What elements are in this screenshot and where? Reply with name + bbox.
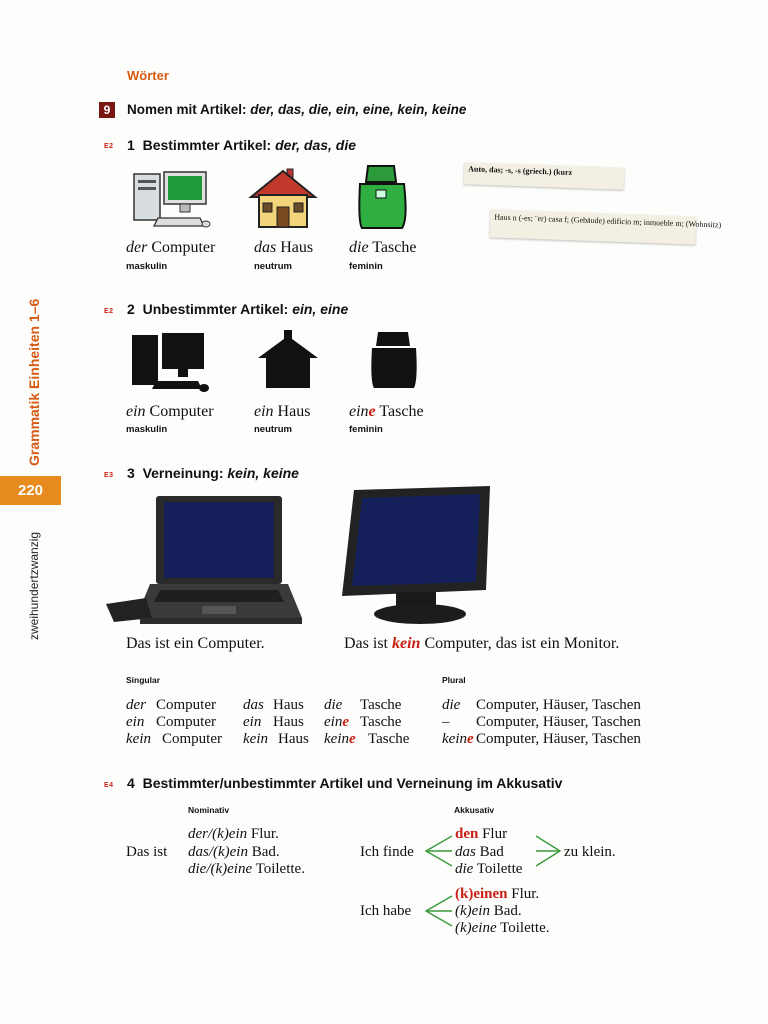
section-3-title-articles: kein, keine bbox=[227, 465, 299, 481]
section-4-ref: E4 bbox=[104, 782, 114, 789]
indefinite-gender-haus: neutrum bbox=[254, 424, 292, 435]
section-label: Wörter bbox=[127, 68, 169, 83]
habe-line-2: (k)ein Bad. bbox=[455, 903, 522, 919]
negation-caption-monitor: Das ist kein Computer, das ist ein Monitor. bbox=[344, 635, 620, 652]
page-number-tab: 220 bbox=[0, 476, 61, 505]
section-3-heading bbox=[127, 465, 299, 481]
definite-gender-tasche: feminin bbox=[349, 261, 383, 272]
section-2-number: 2 bbox=[127, 301, 135, 317]
habe-line-1: (k)einen Flur. bbox=[455, 886, 540, 902]
laptop-photo bbox=[106, 494, 306, 628]
branch-lines-finde-left bbox=[424, 832, 454, 870]
singular-label: Singular bbox=[126, 675, 161, 685]
page-number-word: zweihundertzwanzig bbox=[27, 531, 41, 640]
zu-klein-label: zu klein. bbox=[564, 844, 616, 860]
dictionary-snippet-auto bbox=[464, 162, 625, 190]
section-2-title-articles: ein, eine bbox=[292, 301, 349, 317]
habe-line-3: (k)eine Toilette. bbox=[455, 920, 550, 936]
negation-caption-computer: Das ist ein Computer. bbox=[126, 635, 265, 652]
section-3-ref: E3 bbox=[104, 472, 114, 479]
main-heading-articles: der, das, die, ein, eine, kein, keine bbox=[250, 102, 467, 117]
section-4-heading bbox=[127, 775, 562, 791]
section-1-ref: E2 bbox=[104, 143, 114, 150]
dictionary-auto-text: Auto, das; -s, -s (griech.) (kurz bbox=[468, 164, 573, 177]
das-ist-label: Das ist bbox=[126, 844, 168, 860]
indefinite-gender-tasche: feminin bbox=[349, 424, 383, 435]
indefinite-caption-haus: ein Haus bbox=[254, 403, 311, 420]
ich-habe-label: Ich habe bbox=[360, 903, 412, 919]
definite-caption-computer: der Computer bbox=[126, 239, 216, 256]
indefinite-gender-computer: maskulin bbox=[126, 424, 168, 435]
computer-color-icon bbox=[128, 168, 212, 234]
section-3-title: Verneinung: bbox=[142, 465, 228, 481]
nominativ-line-2: das/(k)ein Bad. bbox=[188, 844, 280, 860]
akkusativ-label: Akkusativ bbox=[454, 805, 495, 815]
dictionary-snippet-haus bbox=[490, 209, 722, 244]
section-1-title: Bestimmter Artikel: bbox=[142, 137, 276, 153]
main-heading bbox=[127, 102, 466, 117]
bag-silhouette-icon bbox=[368, 328, 420, 390]
section-2-heading bbox=[127, 301, 348, 317]
main-heading-prefix: Nomen mit Artikel: bbox=[127, 102, 251, 117]
bag-color-icon bbox=[354, 162, 410, 232]
nominativ-label: Nominativ bbox=[188, 805, 230, 815]
ich-finde-label: Ich finde bbox=[360, 844, 414, 860]
section-2-ref: E2 bbox=[104, 308, 114, 315]
definite-caption-tasche: die Tasche bbox=[349, 239, 417, 256]
section-2-title: Unbestimmter Artikel: bbox=[142, 301, 293, 317]
section-1-heading bbox=[127, 137, 356, 153]
nominativ-line-3: die/(k)eine Toilette. bbox=[188, 861, 305, 877]
definite-gender-computer: maskulin bbox=[126, 261, 168, 272]
house-color-icon bbox=[247, 163, 319, 231]
dictionary-haus-text: Haus n (-es; ¨er) casa f; (Gebäude) edificio m; inmueble m; (Wohnsitz) bbox=[494, 212, 722, 230]
branch-lines-finde-right bbox=[534, 832, 562, 870]
section-4-title: Bestimmter/unbestimmter Artikel und Verneinung im Akkusativ bbox=[142, 775, 563, 791]
section-1-number: 1 bbox=[127, 137, 135, 153]
finde-line-1: den Flur bbox=[455, 826, 508, 842]
section-4-number: 4 bbox=[127, 775, 135, 791]
finde-line-2: das Bad bbox=[455, 844, 504, 860]
section-3-number: 3 bbox=[127, 465, 135, 481]
computer-silhouette-icon bbox=[128, 331, 212, 395]
house-silhouette-icon bbox=[256, 328, 320, 390]
indefinite-caption-computer: ein Computer bbox=[126, 403, 214, 420]
finde-line-3: die Toilette bbox=[455, 861, 523, 877]
chapter-number-badge: 9 bbox=[99, 102, 115, 118]
sidebar-chapter-label: Grammatik Einheiten 1–6 bbox=[26, 298, 42, 466]
branch-lines-habe bbox=[424, 892, 454, 930]
definite-caption-haus: das Haus bbox=[254, 239, 314, 256]
nominativ-line-1: der/(k)ein Flur. bbox=[188, 826, 279, 842]
indefinite-caption-tasche: eine Tasche bbox=[349, 403, 424, 420]
plural-label: Plural bbox=[442, 675, 466, 685]
section-1-title-articles: der, das, die bbox=[275, 137, 357, 153]
definite-gender-haus: neutrum bbox=[254, 261, 292, 272]
monitor-photo bbox=[340, 486, 494, 632]
